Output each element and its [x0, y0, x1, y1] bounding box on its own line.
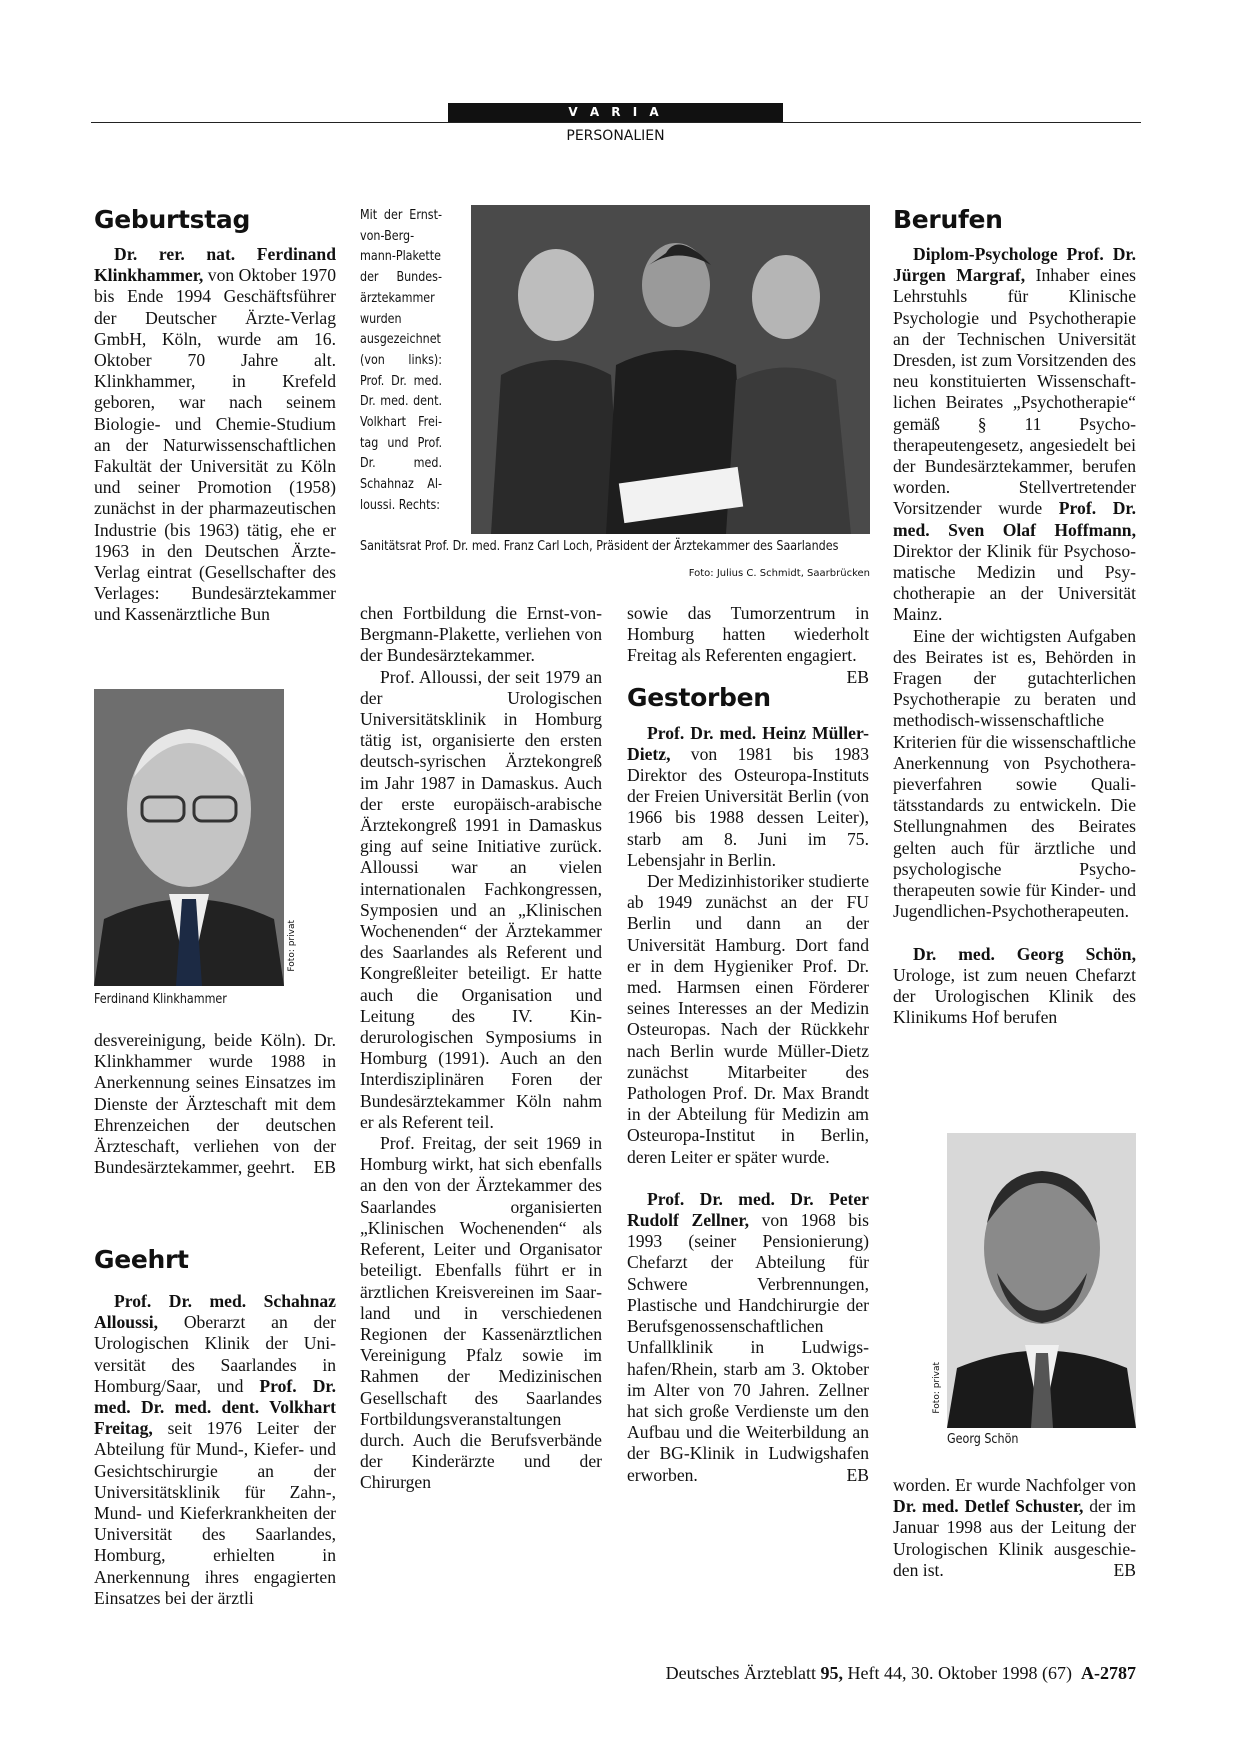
heading-geburtstag: Geburtstag	[94, 205, 251, 234]
geburtstag-text: Dr. rer. nat. Ferdinand Klinkhammer, von Oktober 1970 bis Ende 1994 Geschäftsführer der Deutscher Ärzte-Verlag GmbH, Köln, wurde am 16. Oktober 70 Jahre alt. Klinkhammer, in Krefeld geboren, war nach seinem Biologie- und Chemie-Studium an der Naturwissenschaftlichen Fakultät der Universität zu Köln und seiner Promotion (1958) zunächst in der pharmazeutischen Industrie (bis 1963) tätig, ehe er 1963 in den Deutschen Ärzte-Verlag eintrat (Gesellschafter des Verlages: Bundesärztekammer und Kassenärztliche Bun	[94, 244, 336, 625]
gestorben-text: Prof. Dr. med. Heinz Müller-Dietz, von 1981 bis 1983 Direktor des Osteuropa-Instituts der Freien Universität Berlin (von 1966 bis 1988 dessen Leiter), starb am 8. Juni im 75. Lebensjahr in Berlin. Der Medizinhistoriker studierte ab 1949 zunächst an der FU Berlin und dann an der Universität Hamburg. Dort fand er in dem Hygieniker Prof. Dr. med. Harmsen einen Förderer seines Interesses an der Medizin Osteuropas. Nach der Rückkehr nach Berlin wurde Müller-Dietz zunächst Mitarbeiter des Pathologen Prof. Dr. Max Brandt in der Abteilung für Medizin am Osteuropa-Institut in Berlin, deren Leiter er später wurde. Prof. Dr. med. Dr. Peter Rudolf Zellner, von 1968 bis 1993 (seiner Pensionierung) Chefarzt der Abteilung für Schwere Verbrennungen, Plastische und Handchirurgie der Berufsgenossenschaftlichen Unfallklinik in Ludwigshafen/Rhein, starb am 3. Oktober im Alter von 70 Jahren. Zellner hat sich große Verdienste um den Aufbau und die Weiterbildung an der BG-Klinik in Ludwigshafen erworben. EB	[627, 722, 869, 1485]
heading-gestorben: Gestorben	[627, 682, 771, 712]
group-photo-credit: Foto: Julius C. Schmidt, Saarbrücken	[688, 568, 870, 579]
geehrt-text: Prof. Dr. med. Schahnaz Alloussi, Oberarzt an der Urologischen Klinik der Universität des Saarlandes in Homburg/Saar, und Prof. Dr. med. Dr. med. dent. Volkhart Freitag, seit 1976 Leiter der Abteilung für Mund-, Kiefer- und Gesichtschirurgie an der Universitätsklinik für Zahn-, Mund- und Kieferkrankheiten der Universität des Saarlandes, Homburg, erhielten in Anerkennung ihres engagierten Einsatzes bei der ärztli	[94, 1291, 336, 1608]
berufen-text: Diplom-Psychologe Prof. Dr. Jürgen Margraf, Inhaber eines Lehrstuhls für Klinische Psychologie und Psychotherapie an der Technischen Universität Dresden, ist zum Vorsitzenden des neu konstituierten Wissenschaftlichen Beirates „Psychotherapie“ gemäß § 11 Psychotherapeutengesetz, angesiedelt bei der Bundesärztekammer, berufen worden. Stellvertretender Vorsitzender wurde Prof. Dr. med. Sven Olaf Hoffmann, Direktor der Klinik für Psychosomatische Medizin und Psychotherapie an der Universität Mainz. Eine der wichtigsten Aufgaben des Beirates ist es, Behörden in Fragen der gutachterlichen Psychotherapie zu beraten und methodisch-wissenschaftliche Kriterien für die wissenschaftliche Anerkennung von Psychotherapieverfahren sowie Qualitätsstandards zu entwickeln. Die Stellungnahmen des Beirates gelten auch für ärztliche und psychologische Psychotherapeuten sowie für Kinder- und Jugendlichen-Psychotherapeuten. Dr. med. Georg Schön, Urologe, ist zum neuen Chefarzt der Urologischen Klinik des Klinikums Hof berufen	[893, 244, 1136, 1028]
column-1	[94, 205, 336, 626]
photo-klinkhammer	[94, 689, 284, 986]
subsection-label: PERSONALIEN	[566, 128, 665, 144]
header-rule	[91, 122, 1141, 123]
group-photo	[471, 205, 870, 534]
footer-issue: Heft 44, 30. Oktober 1998 (67)	[843, 1663, 1081, 1683]
footer-journal: Deutsches Ärzteblatt	[665, 1663, 821, 1683]
column-4	[893, 205, 1136, 1028]
berufen-text-cont: worden. Er wurde Nachfolger von Dr. med. Detlef Schuster, der im Januar 1998 aus der Leitung der Urologischen Klinik ausgeschieden ist. EB	[893, 1475, 1136, 1580]
footer-page: A-2787	[1081, 1663, 1136, 1683]
klinkhammer-photo-credit: Foto: privat	[287, 920, 297, 972]
schoen-photo-credit: Foto: privat	[932, 1362, 942, 1414]
footer	[657, 1642, 1136, 1684]
geburtstag-text-cont: desvereinigung, beide Köln). Dr. Klinkhammer wurde 1988 in Anerkennung seines Einsatzes im Dienste der Ärzteschaft mit dem Ehrenzeichen der deutschen Ärzteschaft, verliehen von der Bundesärztekammer, geehrt. EB	[94, 1030, 336, 1178]
schoen-caption: Georg Schön	[947, 1431, 1019, 1447]
section-bar	[448, 103, 783, 122]
column-3: sowie das Tumorzentrum in Homburg hatten wiederholt Freitag als Referenten engagiert. EB Gestorben Prof. Dr. med. Heinz Müller-Dietz, von 1981 bis 1983 Direktor des Osteuropa-Instituts der Freien Universität Berlin (von 1966 bis 1988 dessen Leiter), starb am 8. Juni im 75. Lebensjahr in Berlin. Der Medizinhistoriker studierte ab 1949 zunächst an der FU Berlin und dann an der Universität Hamburg. Dort fand er in dem Hygieniker Prof. Dr. med. Harmsen einen Förderer seines Interesses an der Medizin Osteuropas. Nach der Rückkehr nach Berlin wurde Müller-Dietz zunächst Mitarbeiter des Pathologen Prof. Dr. Max Brandt in der Abteilung für Medizin am Osteuropa-Institut in Berlin, deren Leiter er später wurde. Prof. Dr. med. Dr. Peter Rudolf Zellner, von 1968 bis 1993 (seiner Pensionierung) Chefarzt der Abteilung für Schwere Verbrennungen, Plastische und Handchirurgie der Berufsgenossenschaftlichen Unfallklinik in Ludwigshafen/Rhein, starb am 3. Oktober im Alter von 70 Jahren. Zellner hat sich große Verdienste um den Aufbau und die Weiterbildung an der BG-Klinik in Ludwigshafen erworben. EB	[627, 603, 869, 1485]
heading-berufen: Berufen	[893, 205, 1003, 234]
klinkhammer-caption: Ferdinand Klinkhammer	[94, 991, 227, 1007]
klinkhammer-name: Dr. rer. nat. Ferdinand Klinkhammer,	[94, 244, 336, 286]
group-photo-side-caption: Mit der Ernst-von-Bergmann-Plakette der Bundesärztekammer wurden ausgezeichnet (von links): Prof. Dr. med. Dr. med. dent. Volkhart Freitag und Prof. Dr. med. Schahnaz Alloussi. Rechts:	[360, 207, 442, 513]
column-2: chen Fortbildung die Ernst-von-Bergmann-Plakette, verliehen von der Bundesärztekammer. Prof. Alloussi, der seit 1979 an der Urologischen Universitätsklinik in Homburg tätig ist, organisierte den ersten deutsch-syrischen Ärztekongreß im Jahr 1987 in Damaskus. Auch der erste europäisch-arabische Ärztekongreß 1991 in Damaskus ging auf seine Initiative zurück. Alloussi war an vielen internationalen Fachkongressen, Symposien und an „Klinischen Wochenenden“ der Ärztekammer des Saarlandes als Referent und Kongreßleiter beteiligt. Er hatte auch die Organisation und Leitung des IV. Kinderurologischen Symposiums in Homburg (1991). Auch an den Interdisziplinären Foren der Bundesärztekammer Köln nahm er als Referent teil. Prof. Freitag, der seit 1969 in Homburg wirkt, hat sich ebenfalls an den von der Ärztekammer des Saarlandes organisierten „Klinischen Wochenenden“ als Referent, Leiter und Organisator beteiligt. Ebenfalls führt er in ärztlichen Kreisvereinen im Saarland und in verschiedenen Regionen der Kassenärztlichen Vereinigung Pfalz sowie im Rahmen der Medizinischen Gesellschaft des Saarlandes Fortbildungsveranstaltungen durch. Auch die Berufsverbände der Kinderärzte und der Chirurgen	[360, 603, 602, 1493]
footer-volume: 95,	[820, 1663, 844, 1683]
group-photo-image	[471, 205, 870, 534]
klinkhammer-portrait	[94, 689, 284, 986]
section-label: V A R I A	[568, 105, 663, 119]
group-photo-bottom-caption: Sanitätsrat Prof. Dr. med. Franz Carl Loch, Präsident der Ärztekammer des Saarlandes	[360, 538, 839, 554]
geehrt-section	[94, 1245, 336, 1609]
schoen-portrait	[947, 1133, 1136, 1428]
heading-geehrt: Geehrt	[94, 1245, 189, 1274]
photo-schoen	[947, 1133, 1136, 1428]
signature-eb: EB	[313, 1157, 336, 1178]
